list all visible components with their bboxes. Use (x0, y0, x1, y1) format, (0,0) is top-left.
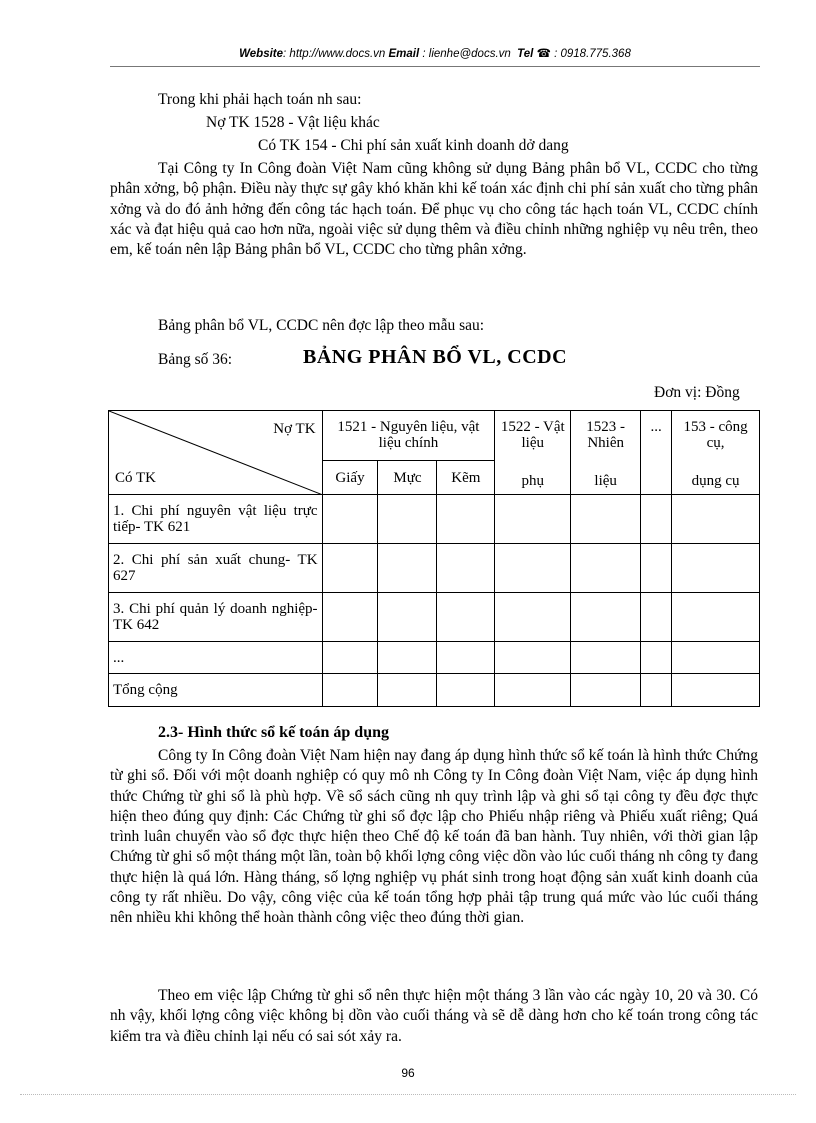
table-row (109, 495, 760, 544)
table-title: BẢNG PHÂN BỔ VL, CCDC (303, 346, 568, 368)
sub-kem: Kẽm (437, 461, 495, 495)
corner-no-tk: Nợ TK (273, 421, 316, 437)
footer-divider (20, 1094, 796, 1095)
email-value[interactable]: : lienhe@docs.vn (422, 48, 511, 60)
col-1522-header (495, 411, 571, 495)
row-label: 2. Chi phí sản xuất chung- TK 627 (109, 544, 323, 593)
header-divider (110, 66, 760, 67)
table-row (109, 642, 760, 674)
page-header (110, 46, 760, 60)
col-1523-header (571, 411, 641, 495)
table-row (109, 593, 760, 642)
body-line-1: Trong khi phải hạch toán nh sau: (158, 91, 362, 108)
col-1523-top: 1523 - Nhiên (586, 419, 626, 451)
tel-label: Tel (517, 48, 534, 60)
corner-co-tk: Có TK (115, 470, 156, 486)
body-paragraph-2: Bảng phân bổ VL, CCDC nên đợc lập theo mẫu sau: (158, 317, 485, 334)
table-corner-cell (109, 411, 323, 495)
table-row (109, 544, 760, 593)
table-label: Bảng số 36: (158, 351, 233, 368)
table-row (109, 674, 760, 707)
row-label: 1. Chi phí nguyên vật liệu trực tiếp- TK 621 (109, 495, 323, 544)
col-153-top: 153 - công cụ, (683, 419, 748, 451)
allocation-table (108, 410, 760, 707)
row-label: ... (109, 642, 323, 674)
section-paragraph-1: Công ty In Công đoàn Việt Nam hiện nay đang áp dụng hình thức sổ kế toán là hình thức Chứng từ ghi sổ. Đối với một doanh nghiệp có quy mô nh Công ty In Công đoàn Việt Nam, việc áp dụng hình thức Chứng từ ghi sổ là phù hợp. Về sổ sách cũng nh quy trình lập và ghi sổ tại công ty đều đợc thực hiện theo đúng quy định: Các Chứng từ ghi sổ đợc lập cho Phiếu nhập riêng và Phiếu xuất riêng; Quá trình luân chuyển vào sổ đợc thực hiện theo Chế độ kế toán đã ban hành. Tuy nhiên, với thời gian lập Chứng từ ghi sổ một tháng một lần, toàn bộ khối lợng công việc dồn vào lúc cuối tháng nh công ty đang thực hiện là quá lớn. Hàng tháng, số lợng nghiệp vụ phát sinh trong hoạt động sản xuất kinh doanh của công ty rất nhiều. Do vậy, công việc của kế toán tổng hợp phải tập trung quá mức vào lúc cuối tháng nên nhiều khi không thể hoàn thành công việc theo đúng thời gian. (110, 747, 758, 927)
col-1521-header: 1521 - Nguyên liệu, vật liệu chính (322, 411, 495, 461)
col-153-header (672, 411, 760, 495)
website-label: Website (239, 48, 284, 60)
section-heading: 2.3- Hình thức sổ kế toán áp dụng (158, 724, 389, 741)
website-value[interactable]: : http://www.docs.vn (283, 48, 386, 60)
table-unit: Đơn vị: Đồng (654, 384, 740, 401)
row-label: Tổng cộng (109, 674, 323, 707)
body-line-3: Có TK 154 - Chi phí sản xuất kinh doanh dở dang (258, 137, 569, 154)
sub-muc: Mực (378, 461, 437, 495)
col-dots-header: ... (641, 411, 672, 495)
page-number: 96 (401, 1066, 415, 1080)
col-153-bottom: dụng cụ (691, 473, 740, 489)
col-1523-bottom: liệu (594, 473, 617, 489)
body-paragraph-1: Tại Công ty In Công đoàn Việt Nam cũng không sử dụng Bảng phân bổ VL, CCDC cho từng phân xởng, bộ phận. Điều này thực sự gây khó khăn khi kế toán xác định chi phí sản xuất cho từng phân xởng và do đó ảnh hởng đến công tác hạch toán. Để phục vụ cho công tác hạch toán VL, CCDC chính xác và đạt hiệu quả cao hơn nữa, ngoài việc sử dụng thêm và điều chỉnh những nghiệp vụ nêu trên, theo em, kế toán nên lập Bảng phân bổ VL, CCDC cho từng phân xởng. (110, 160, 758, 259)
section-paragraph-2: Theo em việc lập Chứng từ ghi sổ nên thực hiện một tháng 3 lần vào các ngày 10, 20 và 30. Có nh vậy, khối lợng công việc không bị dồn vào cuối tháng và sẽ dễ dàng hơn cho kế toán trong công tác kiểm tra và điều chỉnh lại nếu có sai sót xảy ra. (110, 987, 758, 1045)
col-1522-bottom: phụ (521, 473, 545, 489)
tel-value: ☎ : 0918.775.368 (536, 48, 631, 60)
body-line-2: Nợ TK 1528 - Vật liệu khác (206, 114, 380, 131)
row-label: 3. Chi phí quản lý doanh nghiệp-TK 642 (109, 593, 323, 642)
email-label: Email (388, 48, 420, 60)
sub-giay: Giấy (322, 461, 378, 495)
col-1522-top: 1522 - Vật liệu (500, 419, 565, 451)
